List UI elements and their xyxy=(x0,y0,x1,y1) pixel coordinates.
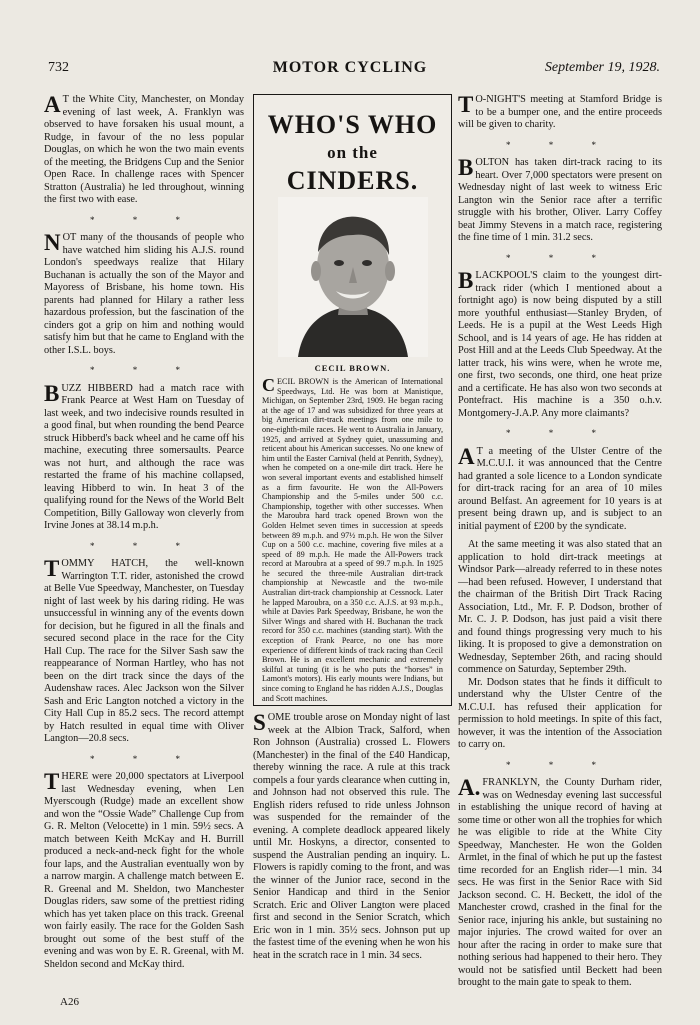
issue-date: September 19, 1928. xyxy=(544,60,660,75)
paragraph: TOMMY HATCH, the well-known Warrington T.T. rider, astonished the crowd at Belle Vue Speedway, Manchester, on Tuesday night of last week by his daring riding. He was unsuccessful in winning any of the events down for decision, but he figured in all the finals and secured second place in the race for the City Hall Cup. The race for the Silver Sash saw the reappearance of Norman Hartley, who has not been on the dirt track since the days of the Audenshaw races. Alec Jackson won the Silver Sash and Eric Langton notched a victory in the City Hall Cup in 85.2 secs. The record attempt by Hatch resulted in equal time with Oliver Langton—20.8 secs. xyxy=(44,556,245,744)
separator: * * * xyxy=(90,753,198,764)
column-left xyxy=(44,94,244,971)
paragraph: AT a meeting of the Ulster Centre of the M.C.U.I. it was announced that the Centre had granted a sole licence to a London syndicate for dirt-track racing for an area of 10 miles around Belfast. An agreement for 10 years is at present being drawn up, and is subject to an initial payment of £200 by the syndicate. xyxy=(458,443,662,532)
separator: * * * xyxy=(506,139,614,150)
page-number: 732 xyxy=(48,60,69,75)
portrait-caption: CECIL BROWN. xyxy=(314,363,391,373)
separator: * * * xyxy=(90,540,198,551)
feature-title-line-3: CINDERS. xyxy=(286,166,419,195)
separator: * * * xyxy=(90,214,198,225)
column-right xyxy=(458,94,662,990)
separator: * * * xyxy=(506,252,614,263)
paragraph: NOT many of the thousands of people who have watched him sliding his A.J.S. round London's speedways realize that Hilary Buchanan is actually the son of the Mayor and Mayoress of Brisbane, his home town. His parents had planned for Hilary a rather less hazardous profession, but the fascination of the cinders got a grip on him and nothing would satisfy him but that he came to England with the other I.S.L. boys. xyxy=(44,230,244,356)
paragraph: A.FRANKLYN, the County Durham rider, was on Wednesday evening last successful in establishing the unique record of having at some time or other won all the trophies for which he was eligible to ride at the White City Speedway, Manchester. He won the Golden Armlet, in the final of which he put up the fastest time recorded for an English rider—1 min. 34 secs. He was first in the Senior Race with Sid Jackson second. C. H. Beckett, the idol of the Manchester crowd, crashed in the final for the Senior race, injuring his ankle, but sustaining no major injuries. The crowd waited for over an hour after the racing in order to make sure that nothing serious had happened to their hero. They would not be satisfied until Beckett had been brought to the main gate to speak to them. xyxy=(458,775,662,988)
feature-title-line-2: on the xyxy=(327,143,378,162)
feature-title xyxy=(254,111,451,195)
paragraph: TO-NIGHT'S meeting at Stamford Bridge is to be a bumper one, and the entire proceeds will be given to charity. xyxy=(458,92,662,130)
portrait-image xyxy=(278,197,428,357)
separator: * * * xyxy=(506,428,614,438)
feature-biography: CECIL BROWN is the American of International Speedways, Ltd. He was born at Manistique, Michigan, on September 23rd, 1909. He began racing at the age of 17 and was subsidized for three years at big American dirt-track meetings from one mile to one-eighth-mile races. He went to Australia in January, 1925, and arrived at Sydney quiet, unassuming and reticent about his American successes. No one knew of him until the Easter Carnival (held at Penrith, Sydney), when he competed on a one-mile dirt track. Here he won several important events and established himself as a firm favourite. He won the All-Powers Championship and the 5-miles under 500 c.c. Championship, together with other successes. When the Maroubra hard track opened Brown won the Golden Helmet seven times in succession at speeds between 89 m.p.h. and 97½ m.p.h. He won the Silver Cup on a 500 c.c. machine, covering five miles at a speed of 89 m.p.h. He made the All-Powers track record at Maroubra at a speed of 99.7 m.p.h. In 1925 he secured the three-mile Australian dirt-track championship at Newcastle and the two-mile Australian dirt-track championship at Cessnock. Later he lapped Maroubra, on a 350 c.c. A.J.S. at 93 m.p.h., while at Davies Park Speedway, Brisbane, he won the Silver Wings and shared with H. Buchanan the track record for 350 c.c. machines (standing start). With the exception of Frank Pearce, no one has more experience of different kinds of track racing than Cecil Brown. He is an excellent mechanic and extremely skilful at tuning (it is he who puts the “horses” in Lamont's motors). His early mounts were Indians, but since coming to England he has ridden A.J.S., Douglas and Scott machines. xyxy=(262,375,443,703)
paragraph: SOME trouble arose on Monday night of last week at the Albion Track, Salford, when Ron Johnson (Australia) crossed L. Flowers (Manchester) in the final of the £40 Handicap, thereby winning the race. A rule at this track compels a four yards clearance when cutting in, and Johnson had not observed this rule. The English riders refused to ride unless Johnson was suspended for the remainder of the evening. A complete deadlock appeared likely until Mr. Hoskyns, a director, consented to suspend the Australian pending an inquiry. L. Flowers is rapidly coming to the front, and was the winner of the Junior race, second in the Senior Handicap and third in the Senior Scratch. Eric and Oliver Langton were placed first and second in the Senior Scratch, which Eric won in 1 min. 35½ secs. Johnson put up the fastest time of the evening when he won his heat in the scratch race in 1 min. 34 secs. xyxy=(253,710,450,961)
paragraph: At the same meeting it was also stated that an application to hold dirt-track meetings at Windsor Park—already referred to in these notes—had been refused. However, I understand that the chairman of the British Dirt Track Racing Association, Ltd., Mr. F. P. Dodson, brother of Mr. C. J. P. Dodson, has just paid a visit there and found things progressing very much to his liking. It is proposed to give a demonstration on Wednesday, September 26th, and racing should commence on Saturday, September 29th. xyxy=(458,539,662,675)
separator: * * * xyxy=(506,759,614,770)
whos-who-feature-box xyxy=(253,94,452,706)
separator: * * * xyxy=(90,365,198,375)
paragraph: THERE were 20,000 spectators at Liverpool last Wednesday evening, when Len Myerscough (Rudge) made an excellent show and won the “Ossie Wade” Challenge Cup from G. R. Melton (Velocette) in 1 min. 59½ secs. A match between Keith McKay and H. Burrill produced a neck-and-neck fight for the whole four laps, and the Australian eventually won by a narrow margin. A challenge match between E. R. Greenal and M. Sheldon, two Manchester Douglas riders, saw some of the prettiest riding which has yet taken place on this track. Greenal won fairly easily. The race for the Golden Sash brought out some of the best stuff of the evening and was won by E. R. Greenal, with M. Sheldon second and McKay third. xyxy=(44,769,244,970)
feature-title-line-1: WHO'S WHO xyxy=(267,110,438,139)
paragraph: Mr. Dodson states that he finds it difficult to understand why the Ulster Centre of the M.C.U.I. has refused their application for permission to hold meetings. In spite of this fact, however, it was the intention of the Association to carry on. xyxy=(458,676,662,750)
paragraph: BUZZ HIBBERD had a match race with Frank Pearce at West Ham on Tuesday of last week, and two indecisive rounds resulted in a good final, but when rounding the bend Pearce struck Hibberd's back wheel and he came off his machine, executing three somersaults. Pearce was not hurt, and although the race was restarted the frame of his machine collapsed, leaving Hibberd to win. In heat 3 of the qualifying round for the News of the World Belt Competition, Billy Galloway won cleverly from Irvine Jones at 38.14 m.p.h. xyxy=(44,380,244,531)
masthead: MOTOR CYCLING xyxy=(272,59,428,76)
portrait-photo xyxy=(278,197,428,357)
paragraph: BOLTON has taken dirt-track racing to its heart. Over 7,000 spectators were present on Wednesday night of last week to witness Eric Langton win the Senior race after a terrific struggle with his brother, Oliver. Larry Coffey beat Jimmy Stevens in a match race, registering the fine time of 1 min. 31.2 secs. xyxy=(458,155,662,243)
page-header xyxy=(0,0,700,80)
paragraph: AT the White City, Manchester, on Monday evening of last week, A. Franklyn was observed to have forsaken his usual mount, a Rudge, in favour of the no less popular Douglas, on which he won the two main events of the meeting, the Bridgens Cup and the Senior Open Race. In challenge races with Spencer Stratton (Australia) he led throughout, winning the first two with ease. xyxy=(44,92,244,205)
column-middle xyxy=(253,712,450,962)
footer-code: A26 xyxy=(60,996,79,1008)
paragraph: BLACKPOOL'S claim to the youngest dirt-track rider (which I mentioned about a fortnight ago) is now being disputed by a still more youthful enthusiast—Stanley Bryden, of Leeds. He is a pupil at the West Leeds High School, and is 14 years of age. He has ridden at Post Hill and at the Leeds Club Speedway. At the latter track, his wins were, when he wrote me, one first, two seconds, one third, one heat prize and a certificate. He has also won two seconds at Pontefract. His machine is a 350 o.h.v. Montgomery-J.A.P. Any more claimants? xyxy=(458,268,662,419)
